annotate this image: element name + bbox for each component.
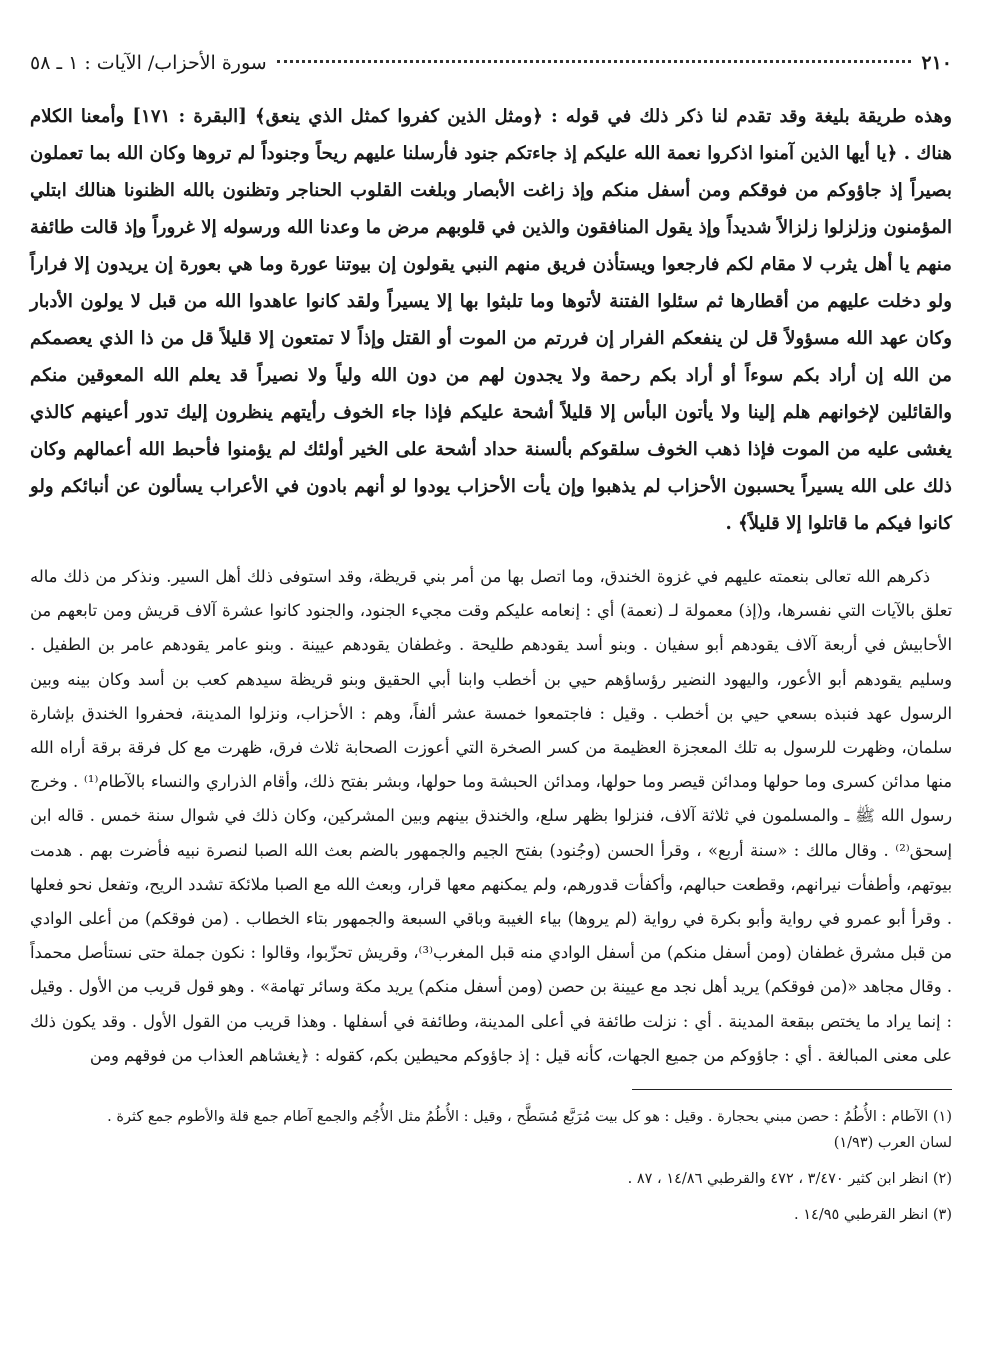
book-page	[30, 52, 952, 1238]
footnote-text: (٣) انظر القرطبي ١٤/٩٥ .	[794, 1207, 952, 1224]
footnotes	[30, 1104, 952, 1228]
quran-verses-paragraph: وهذه طريقة بليغة وقد تقدم لنا ذكر ذلك في قوله : ﴿ومثل الذين كفروا كمثل الذي ينعق﴾ [البقرة : ١٧١] وأمعنا الكلام هناك . ﴿يا أيها الذين آمنوا اذكروا نعمة الله عليكم إذ جاءتكم جنود فأرسلنا عليهم ريحاً وجنوداً لم تروها وكان الله بما تعملون بصيراً إذ جاؤوكم من فوقكم ومن أسفل منكم وإذ زاغت الأبصار وبلغت القلوب الحناجر وتظنون بالله الظنونا هنالك ابتلي المؤمنون وزلزلوا زلزالاً شديداً وإذ يقول المنافقون والذين في قلوبهم مرض ما وعدنا الله ورسوله إلا غروراً وإذ قالت طائفة منهم يا أهل يثرب لا مقام لكم فارجعوا ويستأذن فريق منهم النبي يقولون إن بيوتنا عورة وما هي بعورة إن يريدون إلا فراراً ولو دخلت عليهم من أقطارها ثم سئلوا الفتنة لأتوها وما تلبثوا بها إلا يسيراً ولقد كانوا عاهدوا الله من قبل لا يولون الأدبار وكان عهد الله مسؤولاً قل لن ينفعكم الفرار إن فررتم من الموت أو القتل وإذاً لا تمتعون إلا قليلاً قل من ذا الذي يعصمكم من الله إن أراد بكم سوءاً أو أراد بكم رحمة ولا يجدون لهم من دون الله ولياً ولا نصيراً قد يعلم الله المعوقين منكم والقائلين لإخوانهم هلم إلينا ولا يأتون البأس إلا قليلاً أشحة عليكم فإذا جاء الخوف رأيتهم ينظرون إليك تدور أعينهم كالذي يغشى عليه من الموت فإذا ذهب الخوف سلقوكم بألسنة حداد أشحة على الخير أولئك لم يؤمنوا فأحبط الله أعمالهم وكان ذلك على الله يسيراً يحسبون الأحزاب لم يذهبوا وإن يأت الأحزاب يودوا لو أنهم بادون في الأعراب يسألون عن أنبائكم ولو كانوا فيكم ما قاتلوا إلا قليلاً﴾ .	[30, 106, 952, 534]
header-dot-leader	[277, 60, 912, 63]
footnote-text: (١) الآطام : الأُطُمُ : حصن مبني بحجارة . وقيل : هو كل بيت مُرَبَّع مُسَطَّح ، وقيل : الأُطُمُ مثل الأُجُم والجمع آطام جمع قلة والأطوم جمع كثرة .	[107, 1109, 952, 1126]
page-number: ٢١٠	[921, 52, 952, 74]
footnote-1	[30, 1104, 952, 1156]
footnote-source: لسان العرب (١/٩٣)	[833, 1135, 952, 1152]
commentary-paragraph: ذكرهم الله تعالى بنعمته عليهم في غزوة الخندق، وما اتصل بها من أمر بني قريظة، وقد استوفى ذلك أهل السير. ونذكر من ذلك ماله تعلق بالآيات التي نفسرها، و(إذ) معمولة لـ (نعمة) أي : إنعامه عليكم وقت مجيء الجنود، والجنود كانوا عشرة آلاف قريش ومن تابعهم من الأحابيش في أربعة آلاف يقودهم أبو سفيان . وبنو أسد يقودهم طليحة . وغطفان يقودهم عيينة . وبنو عامر يقودهم عامر بن الطفيل . وسليم يقودهم أبو الأعور، واليهود النضير رؤساؤهم حيي بن أخطب وابنا أبي الحقيق وبنو قريظة سيدهم كعب بن أسد وكان بينه وبين الرسول عهد فنبذه بسعي حيي بن أخطب . وقيل : فاجتمعوا خمسة عشر ألفاً، وهم : الأحزاب، ونزلوا المدينة، فحفروا الخندق بإشارة سلمان، وظهرت للرسول به تلك المعجزة العظيمة من كسر الصخرة التي أعوزت الصحابة ثلاث فرق، ظهرت مع كل فرقة برقة أراه الله منها مدائن كسرى وما حولها ومدائن قيصر وما حولها، ومدائن الحبشة وما حولها، وبشر بفتح ذلك، وأقام الذراري والنساء بالآطام⁽¹⁾ . وخرج رسول الله ﷺ ـ والمسلمون في ثلاثة آلاف، فنزلوا بظهر سلع، والخندق بينهم وبين المشركين، وكان ذلك في شوال سنة خمس . قاله ابن إسحق⁽²⁾ . وقال مالك : «سنة أربع» ، وقرأ الحسن (وجُنود) بفتح الجيم والجمهور بالضم بعث الله الصبا لنصرة نبيه فأضرت بهم . هدمت بيوتهم، وأطفأت نيرانهم، وقطعت حبالهم، وأكفأت قدورهم، ولم يمكنهم معها قرار، وبعث الله مع الصبا ملائكة تشدد الريح، وتفعل نحو فعلها . وقرأ أبو عمرو في رواية وأبو بكرة في رواية (لم يروها) بياء الغيبة وباقي السبعة والجمهور بتاء الخطاب . (من فوقكم) من أعلى الوادي من قبل مشرق غطفان (ومن أسفل منكم) من أسفل الوادي منه قبل المغرب⁽³⁾، وقريش تحزّبوا، وقالوا : نكون جملة حتى نستأصل محمداً . وقال مجاهد «(من فوقكم) يريد أهل نجد مع عيينة بن حصن (ومن أسفل منكم) يريد مكة وسائر تهامة» . وهو قول قريب من الأول . وقيل : إنما يراد ما يختص ببقعة المدينة . أي : نزلت طائفة في أعلى المدينة، وطائفة في أسفلها . وهذا قريب من القول الأول . وقد يكون ذلك على معنى المبالغة . أي : جاؤوكم من جميع الجهات، كأنه قيل : إذ جاؤوكم محيطين بكم، كقوله : ﴿يغشاهم العذاب من فوقهم ومن	[30, 567, 952, 1065]
footnote-2	[30, 1166, 952, 1192]
footnote-text: (٢) انظر ابن كثير ٣/٤٧٠ ، ٤٧٢ والقرطبي ١٤/٨٦ ، ٨٧ .	[627, 1171, 952, 1188]
footnote-3	[30, 1202, 952, 1228]
section-title: سورة الأحزاب/ الآيات : ١ ـ ٥٨	[30, 52, 267, 74]
footnote-separator	[632, 1089, 952, 1090]
running-header	[30, 52, 952, 88]
